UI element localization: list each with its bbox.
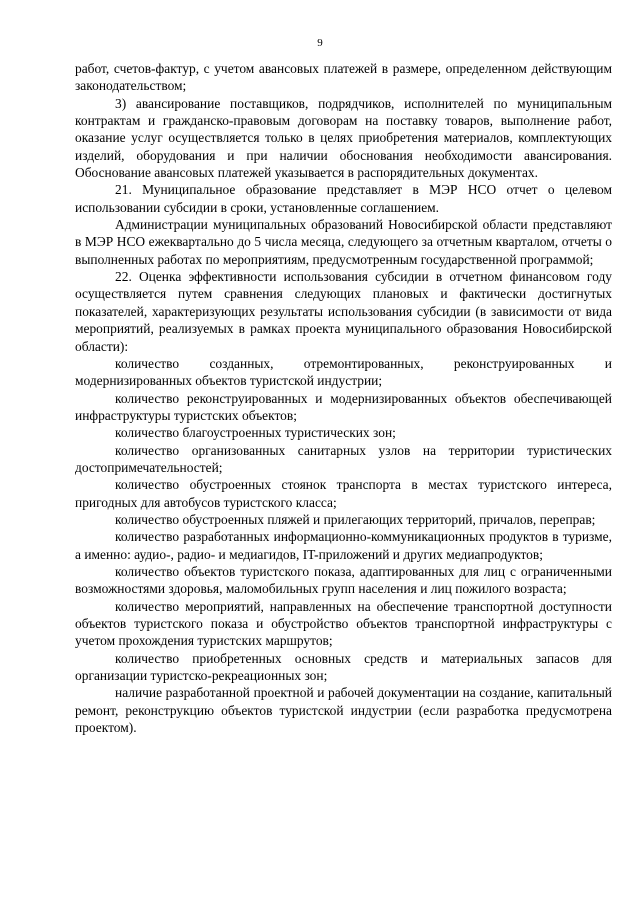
paragraph-clause-21: 21. Муниципальное образование представляет в МЭР НСО отчет о целевом использовании субсидии в сроки, установленные соглашением.	[75, 182, 612, 215]
paragraph-continuation: работ, счетов-фактур, с учетом авансовых платежей в размере, определенном действующим законодательством;	[75, 61, 612, 94]
paragraph-item-3-advance-payment: 3) авансирование поставщиков, подрядчиков, исполнителей по муниципальным контрактам и гражданско-правовым договорам на поставку товаров, выполнение работ, оказание услуг осуществляется только в целях приобретения материалов, комплектующих изделий, оборудования и при наличии обоснования необходимости авансирования. Обоснование авансовых платежей указывается в распорядительных документах.	[75, 95, 612, 181]
paragraph-administrations-report: Администрации муниципальных образований Новосибирской области представляют в МЭР НСО ежеквартально до 5 числа месяца, следующего за отчетным кварталом, отчеты о выполненных работах по мероприятиям, предусмотренным государственной программой;	[75, 217, 612, 267]
document-body	[75, 60, 612, 736]
indicator-fixed-assets: количество приобретенных основных средств и материальных запасов для организации туристско-рекреационных зон;	[75, 650, 612, 684]
indicator-project-documentation: наличие разработанной проектной и рабочей документации на создание, капитальный ремонт, реконструкцию объектов туристской индустрии (если разработка предусмотрена проектом).	[75, 685, 612, 736]
indicator-beaches-piers: количество обустроенных пляжей и прилегающих территорий, причалов, переправ;	[115, 511, 596, 527]
indicator-tourist-facilities: количество созданных, отремонтированных, реконструированных и модернизированных объектов туристской индустрии;	[75, 355, 612, 389]
indicator-media-products: количество разработанных информационно-коммуникационных продуктов в туризме, а именно: аудио-, радио- и медиагидов, IT-приложений и других медиапродуктов;	[75, 529, 612, 562]
indicator-tourist-zones: количество благоустроенных туристических зон;	[115, 425, 396, 441]
indicator-accessible-sites: количество объектов туристского показа, адаптированных для лиц с ограниченными возможностями здоровья, маломобильных групп населения и лиц пожилого возраста;	[75, 563, 612, 597]
indicator-supporting-infrastructure: количество реконструированных и модернизированных объектов обеспечивающей инфраструктуры туристских объектов;	[75, 390, 612, 423]
page-number: 9	[317, 37, 323, 49]
indicator-sanitary-facilities: количество организованных санитарных узлов на территории туристических достопримечательностей;	[75, 442, 612, 475]
paragraph-clause-22: 22. Оценка эффективности использования субсидии в отчетном финансовом году осуществляется путем сравнения следующих плановых и фактически достигнутых показателей, характеризующих результаты использования субсидии (в зависимости от вида мероприятий, реализуемых в рамках проекта муниципального образования Новосибирской области):	[75, 269, 612, 354]
indicator-parking-lots: количество обустроенных стоянок транспорта в местах туристского интереса, пригодных для автобусов туристского класса;	[75, 477, 612, 510]
indicator-transport-accessibility: количество мероприятий, направленных на обеспечение транспортной доступности объектов туристского показа и обустройство объектов транспортной инфраструктуры с учетом прохождения туристских маршрутов;	[75, 598, 612, 649]
